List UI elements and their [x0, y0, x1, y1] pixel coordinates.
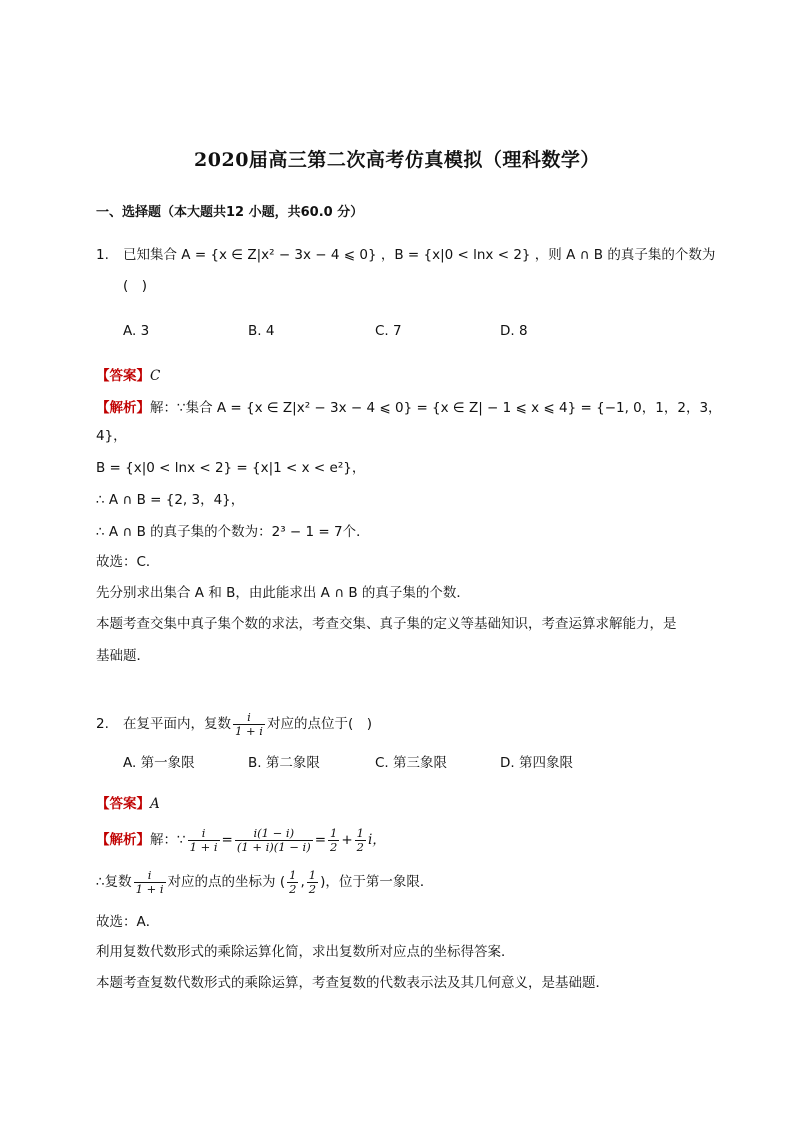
q2-analysis-fraction-1 — [188, 827, 220, 854]
q1-analysis-line-2: 4}， — [96, 428, 127, 444]
q1-answer-value: C — [150, 368, 161, 384]
q2-analysis-line-1 — [96, 822, 386, 858]
q1-analysis-line-9: 基础题． — [96, 648, 150, 664]
fraction-numerator: i — [201, 825, 206, 840]
fraction-denominator: 2 — [330, 839, 338, 854]
q2-analysis-prefix: 解：∵ — [150, 832, 186, 848]
fraction-denominator: 1 + i — [189, 839, 218, 854]
q1-option-d: D. 8 — [500, 323, 528, 339]
q1-analysis-line-8: 本题考查交集中真子集个数的求法，考查交集、真子集的定义等基础知识，考查运算求解能力，是 — [96, 616, 677, 632]
q2-answer — [96, 794, 160, 814]
question-1-text: 已知集合 A = {x ∈ Z|x² − 3x − 4 ⩽ 0} ，B = {x|0 < lnx < 2} ，则 A ∩ B 的真子集的个数为 — [123, 247, 716, 263]
question-2-text-before: 在复平面内，复数 — [123, 716, 231, 732]
q1-analysis-text-1: 解：∵集合 A = {x ∈ Z|x² − 3x − 4 ⩽ 0} = {x ∈ Z| − 1 ⩽ x ⩽ 4} = {−1, 0，1，2，3， — [150, 400, 722, 416]
q2-analysis-line-3: 故选：A． — [96, 914, 160, 930]
equals-sign: = — [314, 832, 327, 848]
q1-analysis-line-5: ∴ A ∩ B 的真子集的个数为：2³ − 1 = 7个． — [96, 524, 370, 540]
q2-analysis-line-5: 本题考查复数代数形式的乘除运算，考查复数的代数表示法及其几何意义，是基础题． — [96, 975, 609, 991]
q2-analysis-fraction-4 — [355, 827, 366, 854]
comma: , — [300, 874, 305, 890]
coordinate-fraction-2 — [307, 869, 318, 896]
fraction-denominator: 2 — [356, 839, 364, 854]
q2-analysis-line-2 — [96, 864, 433, 900]
q2-option-a: A. 第一象限 — [123, 755, 195, 771]
fraction-denominator: (1 + i)(1 − i) — [236, 839, 311, 854]
q1-option-b: B. 4 — [248, 323, 275, 339]
equals-sign: = — [221, 832, 233, 848]
fraction-numerator: 1 — [308, 867, 317, 882]
q1-option-c: C. 7 — [375, 323, 402, 339]
q2-analysis-2-prefix: ∴复数 — [96, 874, 132, 890]
fraction-denominator: 2 — [289, 881, 297, 896]
q2-answer-label: 【答案】 — [96, 796, 150, 812]
fraction-denominator: 1 + i — [235, 723, 263, 738]
fraction-numerator: i — [247, 709, 251, 724]
q2-option-b: B. 第二象限 — [248, 755, 320, 771]
q1-analysis-line-4: ∴ A ∩ B = {2, 3，4}， — [96, 492, 245, 508]
fraction-numerator: i — [147, 867, 152, 882]
q2-analysis-2-fraction — [134, 869, 166, 896]
page-title: 2020届高三第二次高考仿真模拟（理科数学） — [194, 149, 600, 171]
question-2-text-after: 对应的点位于( ) — [266, 716, 372, 732]
q2-analysis-2-tail: )，位于第一象限． — [320, 874, 434, 890]
q1-analysis-line-3: B = {x|0 < lnx < 2} = {x|1 < x < e²}， — [96, 460, 366, 476]
q2-option-c: C. 第三象限 — [375, 755, 448, 771]
q2-analysis-fraction-3 — [328, 827, 339, 854]
question-1-number: 1. — [96, 247, 109, 263]
q2-analysis-fraction-2 — [235, 827, 313, 854]
question-1-paren: ( ) — [123, 278, 148, 294]
q1-analysis-line-6: 故选：C． — [96, 554, 160, 570]
fraction-numerator: 1 — [356, 825, 364, 840]
fraction-numerator: i(1 − i) — [253, 825, 295, 840]
q2-analysis-2-mid: 对应的点的坐标为 ( — [167, 874, 286, 890]
q1-answer-label: 【答案】 — [96, 368, 150, 384]
q1-option-a: A. 3 — [123, 323, 150, 339]
question-2-fraction — [233, 711, 265, 738]
section-heading: 一、选择题（本大题共12 小题，共60.0 分） — [96, 205, 364, 220]
q2-analysis-tail: i， — [367, 832, 386, 848]
q1-analysis-line-1 — [96, 398, 722, 418]
q1-analysis-line-7: 先分别求出集合 A 和 B，由此能求出 A ∩ B 的真子集的个数． — [96, 585, 470, 601]
fraction-denominator: 1 + i — [135, 881, 164, 896]
question-1 — [96, 245, 715, 265]
q1-answer — [96, 366, 160, 386]
plus-sign: + — [341, 832, 353, 848]
coordinate-fraction-1 — [287, 869, 298, 896]
question-2 — [96, 708, 372, 740]
fraction-numerator: 1 — [289, 867, 297, 882]
fraction-numerator: 1 — [330, 825, 338, 840]
q2-analysis-line-4: 利用复数代数形式的乘除运算化简，求出复数所对应点的坐标得答案． — [96, 944, 515, 960]
q2-analysis-label: 【解析】 — [96, 832, 150, 848]
q2-option-d: D. 第四象限 — [500, 755, 573, 771]
question-2-number: 2. — [96, 716, 109, 732]
q2-answer-value: A — [150, 796, 160, 812]
q1-analysis-label: 【解析】 — [96, 400, 150, 416]
fraction-denominator: 2 — [308, 881, 317, 896]
